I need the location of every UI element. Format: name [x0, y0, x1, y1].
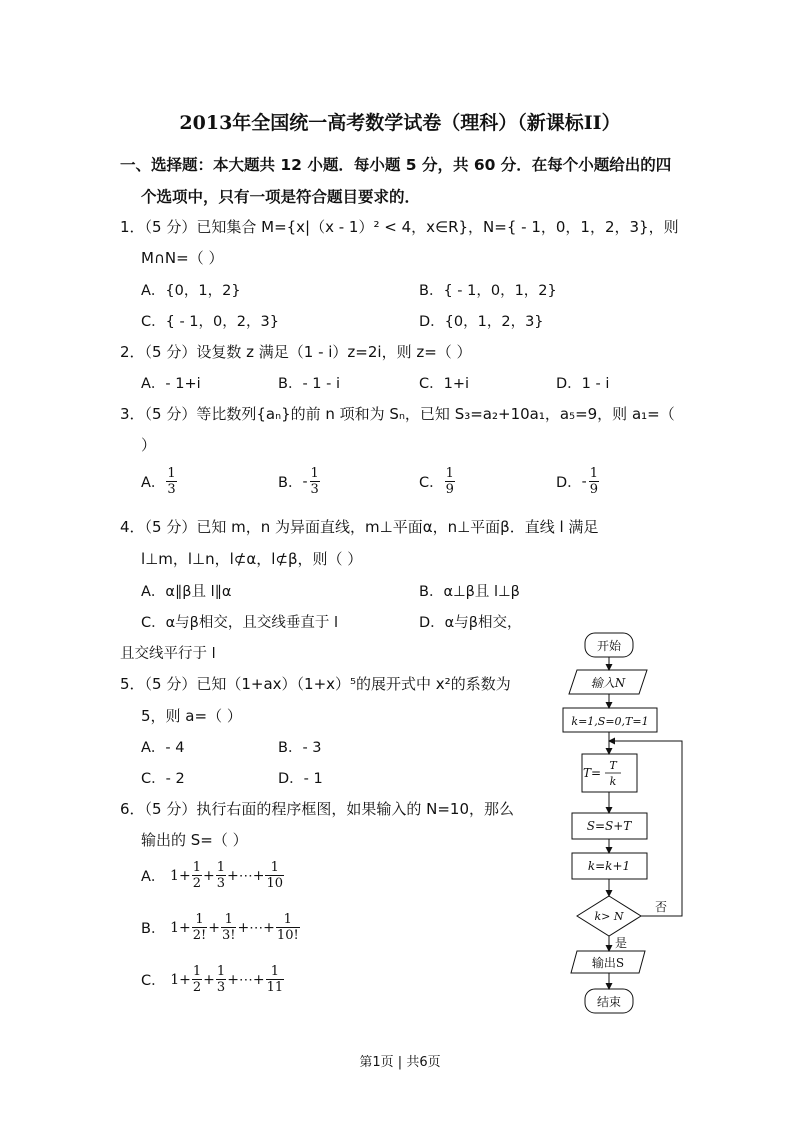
q4-option-c: C．α与β相交，且交线垂直于 l	[141, 615, 339, 631]
sum-expression: 1+ $\frac{1}{2}$ + $\frac{1}{3}$ +⋯+ $\frac{1}{11}$	[170, 964, 284, 995]
q2-option-c: C．1+i	[419, 376, 470, 392]
q6-option-b: B． 1+ $\frac{1}{2!}$ + $\frac{1}{3!}$ +⋯+ $\frac{1}{10!}$	[141, 912, 299, 943]
q1-stem-line2: M∩N=（ ）	[141, 249, 224, 267]
q5-option-a: A．- 4	[141, 740, 185, 756]
q1-option-d: D．{0，1，2，3}	[419, 314, 544, 330]
q4-option-d-continued: 且交线平行于 l	[120, 646, 216, 662]
q6-stem-line2: 输出的 S=（ ）	[141, 831, 248, 849]
sum-expression: 1+ $\frac{1}{2!}$ + $\frac{1}{3!}$ +⋯+ $\frac{1}{10!}$	[170, 912, 299, 943]
t-lhs-label: T=	[582, 766, 601, 780]
q1-option-b: B．{ - 1，0，1，2}	[419, 283, 557, 299]
t-den-label: k	[609, 775, 617, 788]
q5-option-c: C．- 2	[141, 771, 185, 787]
q3-stem-line2: ）	[141, 436, 157, 454]
q5-stem-line1: 5．（5 分）已知（1+ax）（1+x）⁵的展开式中 x²的系数为	[120, 675, 511, 693]
section-heading-line1: 一、选择题：本大题共 12 小题．每小题 5 分，共 60 分．在每个小题给出的四	[120, 156, 672, 174]
end-label: 结束	[596, 995, 622, 1009]
q2-stem: 2．（5 分）设复数 z 满足（1 - i）z=2i，则 z=（ ）	[120, 343, 472, 361]
q4-option-b: B．α⊥β且 l⊥β	[419, 584, 520, 600]
s-update-label: S=S+T	[586, 819, 632, 833]
no-label: 否	[654, 900, 668, 914]
condition-label: k> N	[594, 910, 624, 923]
q5-stem-line2: 5，则 a=（ ）	[141, 707, 242, 725]
q3-option-b: B．- $\frac{1}{3}$	[278, 466, 319, 497]
t-num-label: T	[609, 759, 617, 772]
q2-option-b: B．- 1 - i	[278, 376, 340, 392]
program-flowchart	[555, 628, 690, 1023]
q5-option-b: B．- 3	[278, 740, 322, 756]
q6-stem-line1: 6．（5 分）执行右面的程序框图，如果输入的 N=10，那么	[120, 800, 515, 818]
fraction: $\frac{1}{9}$	[589, 466, 599, 497]
q3-option-c: C． $\frac{1}{9}$	[419, 466, 454, 497]
fraction: $\frac{1}{3}$	[167, 466, 176, 497]
q3-option-a: A． $\frac{1}{3}$	[141, 466, 176, 497]
q5-option-d: D．- 1	[278, 771, 323, 787]
start-label: 开始	[596, 639, 622, 653]
output-label: 输出S	[591, 956, 625, 970]
q4-stem-line1: 4．（5 分）已知 m，n 为异面直线，m⊥平面α，n⊥平面β．直线 l 满足	[120, 518, 599, 536]
fraction: $\frac{1}{3}$	[310, 466, 319, 497]
q4-stem-line2: l⊥m，l⊥n，l⊄α，l⊄β，则（ ）	[141, 550, 363, 568]
input-label: 输入N	[590, 676, 626, 690]
k-update-label: k=k+1	[587, 859, 631, 873]
q3-option-d: D．- $\frac{1}{9}$	[556, 466, 599, 497]
q2-option-a: A．- 1+i	[141, 376, 201, 392]
section-heading-line2: 个选项中，只有一项是符合题目要求的．	[141, 188, 421, 206]
q2-option-d: D．1 - i	[556, 376, 610, 392]
sum-expression: 1+ $\frac{1}{2}$ + $\frac{1}{3}$ +⋯+ $\frac{1}{10}$	[170, 860, 283, 891]
q1-stem-line1: 1．（5 分）已知集合 M={x|（x - 1）² < 4，x∈R}，N={ - 1，0，1，2，3}，则	[120, 218, 679, 236]
q1-option-a: A．{0，1，2}	[141, 283, 241, 299]
q4-option-a: A．α∥β且 l∥α	[141, 584, 232, 600]
page-footer: 第1页 | 共6页	[359, 1055, 441, 1070]
q3-stem-line1: 3．（5 分）等比数列{aₙ}的前 n 项和为 Sₙ，已知 S₃=a₂+10a₁，a₅=9，则 a₁=（	[120, 405, 675, 423]
q6-option-a: A． 1+ $\frac{1}{2}$ + $\frac{1}{3}$ +⋯+ $\frac{1}{10}$	[141, 860, 283, 891]
q4-option-d: D．α与β相交，	[419, 615, 522, 631]
init-label: k=1,S=0,T=1	[571, 715, 649, 728]
q6-option-c: C． 1+ $\frac{1}{2}$ + $\frac{1}{3}$ +⋯+ $\frac{1}{11}$	[141, 964, 284, 995]
fraction: $\frac{1}{9}$	[445, 466, 454, 497]
q1-option-c: C．{ - 1，0，2，3}	[141, 314, 279, 330]
yes-label: 是	[614, 936, 628, 950]
page-title: 2013年全国统一高考数学试卷（理科）（新课标II）	[179, 112, 621, 134]
